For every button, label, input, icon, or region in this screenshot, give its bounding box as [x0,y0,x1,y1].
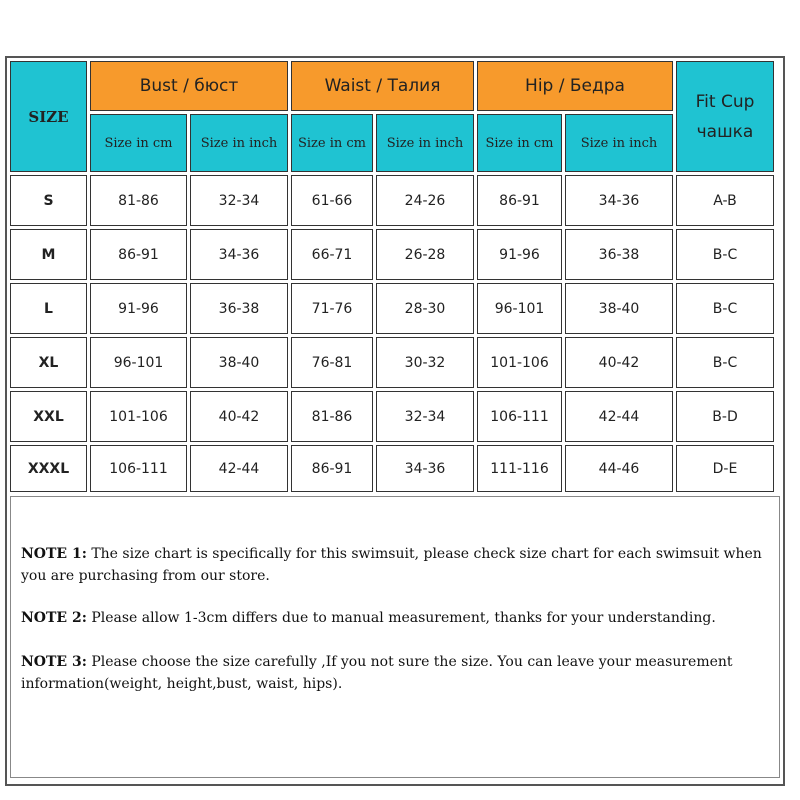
hip-inch-cell: 34-36 [565,175,673,226]
size-cell: XXXL [10,445,87,492]
header-row-units [10,114,774,172]
table-row [10,175,774,226]
bust-cm-cell: 101-106 [90,391,187,442]
bust-inch-cell: 34-36 [190,229,288,280]
size-cell: L [10,283,87,334]
size-cell: XL [10,337,87,388]
bust-cm-cell: 96-101 [90,337,187,388]
hip-cm-cell: 111-116 [477,445,562,492]
bust-cm-cell: 106-111 [90,445,187,492]
cup-cell: B-C [676,229,774,280]
hip-cm-cell: 91-96 [477,229,562,280]
size-cell: XXL [10,391,87,442]
note-text: Please choose the size carefully ,If you not sure the size. You can leave your measurement information(weight, height,bust, waist, hips). [21,654,733,692]
table-row [10,229,774,280]
cup-cell: D-E [676,445,774,492]
bust-inch-cell: 40-42 [190,391,288,442]
hip-header: Hip / Бедра [477,61,673,111]
waist-cm-cell: 66-71 [291,229,373,280]
size-chart-table [7,58,777,495]
fit-cup-label-ru: чашка [696,121,754,142]
table-row [10,283,774,334]
note-label: NOTE 2: [21,610,87,626]
table-row [10,337,774,388]
note-text: Please allow 1-3cm differs due to manual measurement, thanks for your understanding. [86,610,716,626]
waist-header: Waist / Талия [291,61,474,111]
notes-box [10,496,780,778]
bust-inch-cell: 32-34 [190,175,288,226]
waist-inch-cell: 24-26 [376,175,474,226]
size-header: SIZE [10,61,87,172]
table-row [10,445,774,492]
waist-inch-cell: 26-28 [376,229,474,280]
hip-cm-header: Size in cm [477,114,562,172]
hip-inch-cell: 40-42 [565,337,673,388]
waist-cm-cell: 71-76 [291,283,373,334]
bust-inch-cell: 42-44 [190,445,288,492]
bust-cm-header: Size in cm [90,114,187,172]
hip-inch-header: Size in inch [565,114,673,172]
header-row-groups [10,61,774,111]
note-label: NOTE 1: [21,546,87,562]
note-1 [21,543,781,587]
bust-cm-cell: 81-86 [90,175,187,226]
hip-cm-cell: 101-106 [477,337,562,388]
waist-inch-cell: 30-32 [376,337,474,388]
fit-cup-header [676,61,774,172]
waist-cm-cell: 86-91 [291,445,373,492]
note-3 [21,651,781,695]
note-2 [21,607,781,629]
bust-header: Bust / бюст [90,61,288,111]
size-cell: S [10,175,87,226]
bust-inch-header: Size in inch [190,114,288,172]
hip-inch-cell: 42-44 [565,391,673,442]
bust-cm-cell: 86-91 [90,229,187,280]
waist-cm-cell: 61-66 [291,175,373,226]
waist-inch-cell: 32-34 [376,391,474,442]
waist-inch-cell: 34-36 [376,445,474,492]
waist-cm-cell: 81-86 [291,391,373,442]
hip-inch-cell: 44-46 [565,445,673,492]
note-text: The size chart is specifically for this swimsuit, please check size chart for each swimsuit when you are purchasing from our store. [21,546,762,584]
hip-cm-cell: 96-101 [477,283,562,334]
table-row [10,391,774,442]
cup-cell: B-C [676,337,774,388]
waist-cm-header: Size in cm [291,114,373,172]
note-label: NOTE 3: [21,654,87,670]
hip-cm-cell: 86-91 [477,175,562,226]
hip-cm-cell: 106-111 [477,391,562,442]
bust-inch-cell: 36-38 [190,283,288,334]
cup-cell: A-B [676,175,774,226]
bust-cm-cell: 91-96 [90,283,187,334]
cup-cell: B-D [676,391,774,442]
waist-inch-header: Size in inch [376,114,474,172]
hip-inch-cell: 38-40 [565,283,673,334]
waist-cm-cell: 76-81 [291,337,373,388]
fit-cup-label: Fit Cup [695,91,755,112]
hip-inch-cell: 36-38 [565,229,673,280]
waist-inch-cell: 28-30 [376,283,474,334]
size-cell: M [10,229,87,280]
bust-inch-cell: 38-40 [190,337,288,388]
cup-cell: B-C [676,283,774,334]
